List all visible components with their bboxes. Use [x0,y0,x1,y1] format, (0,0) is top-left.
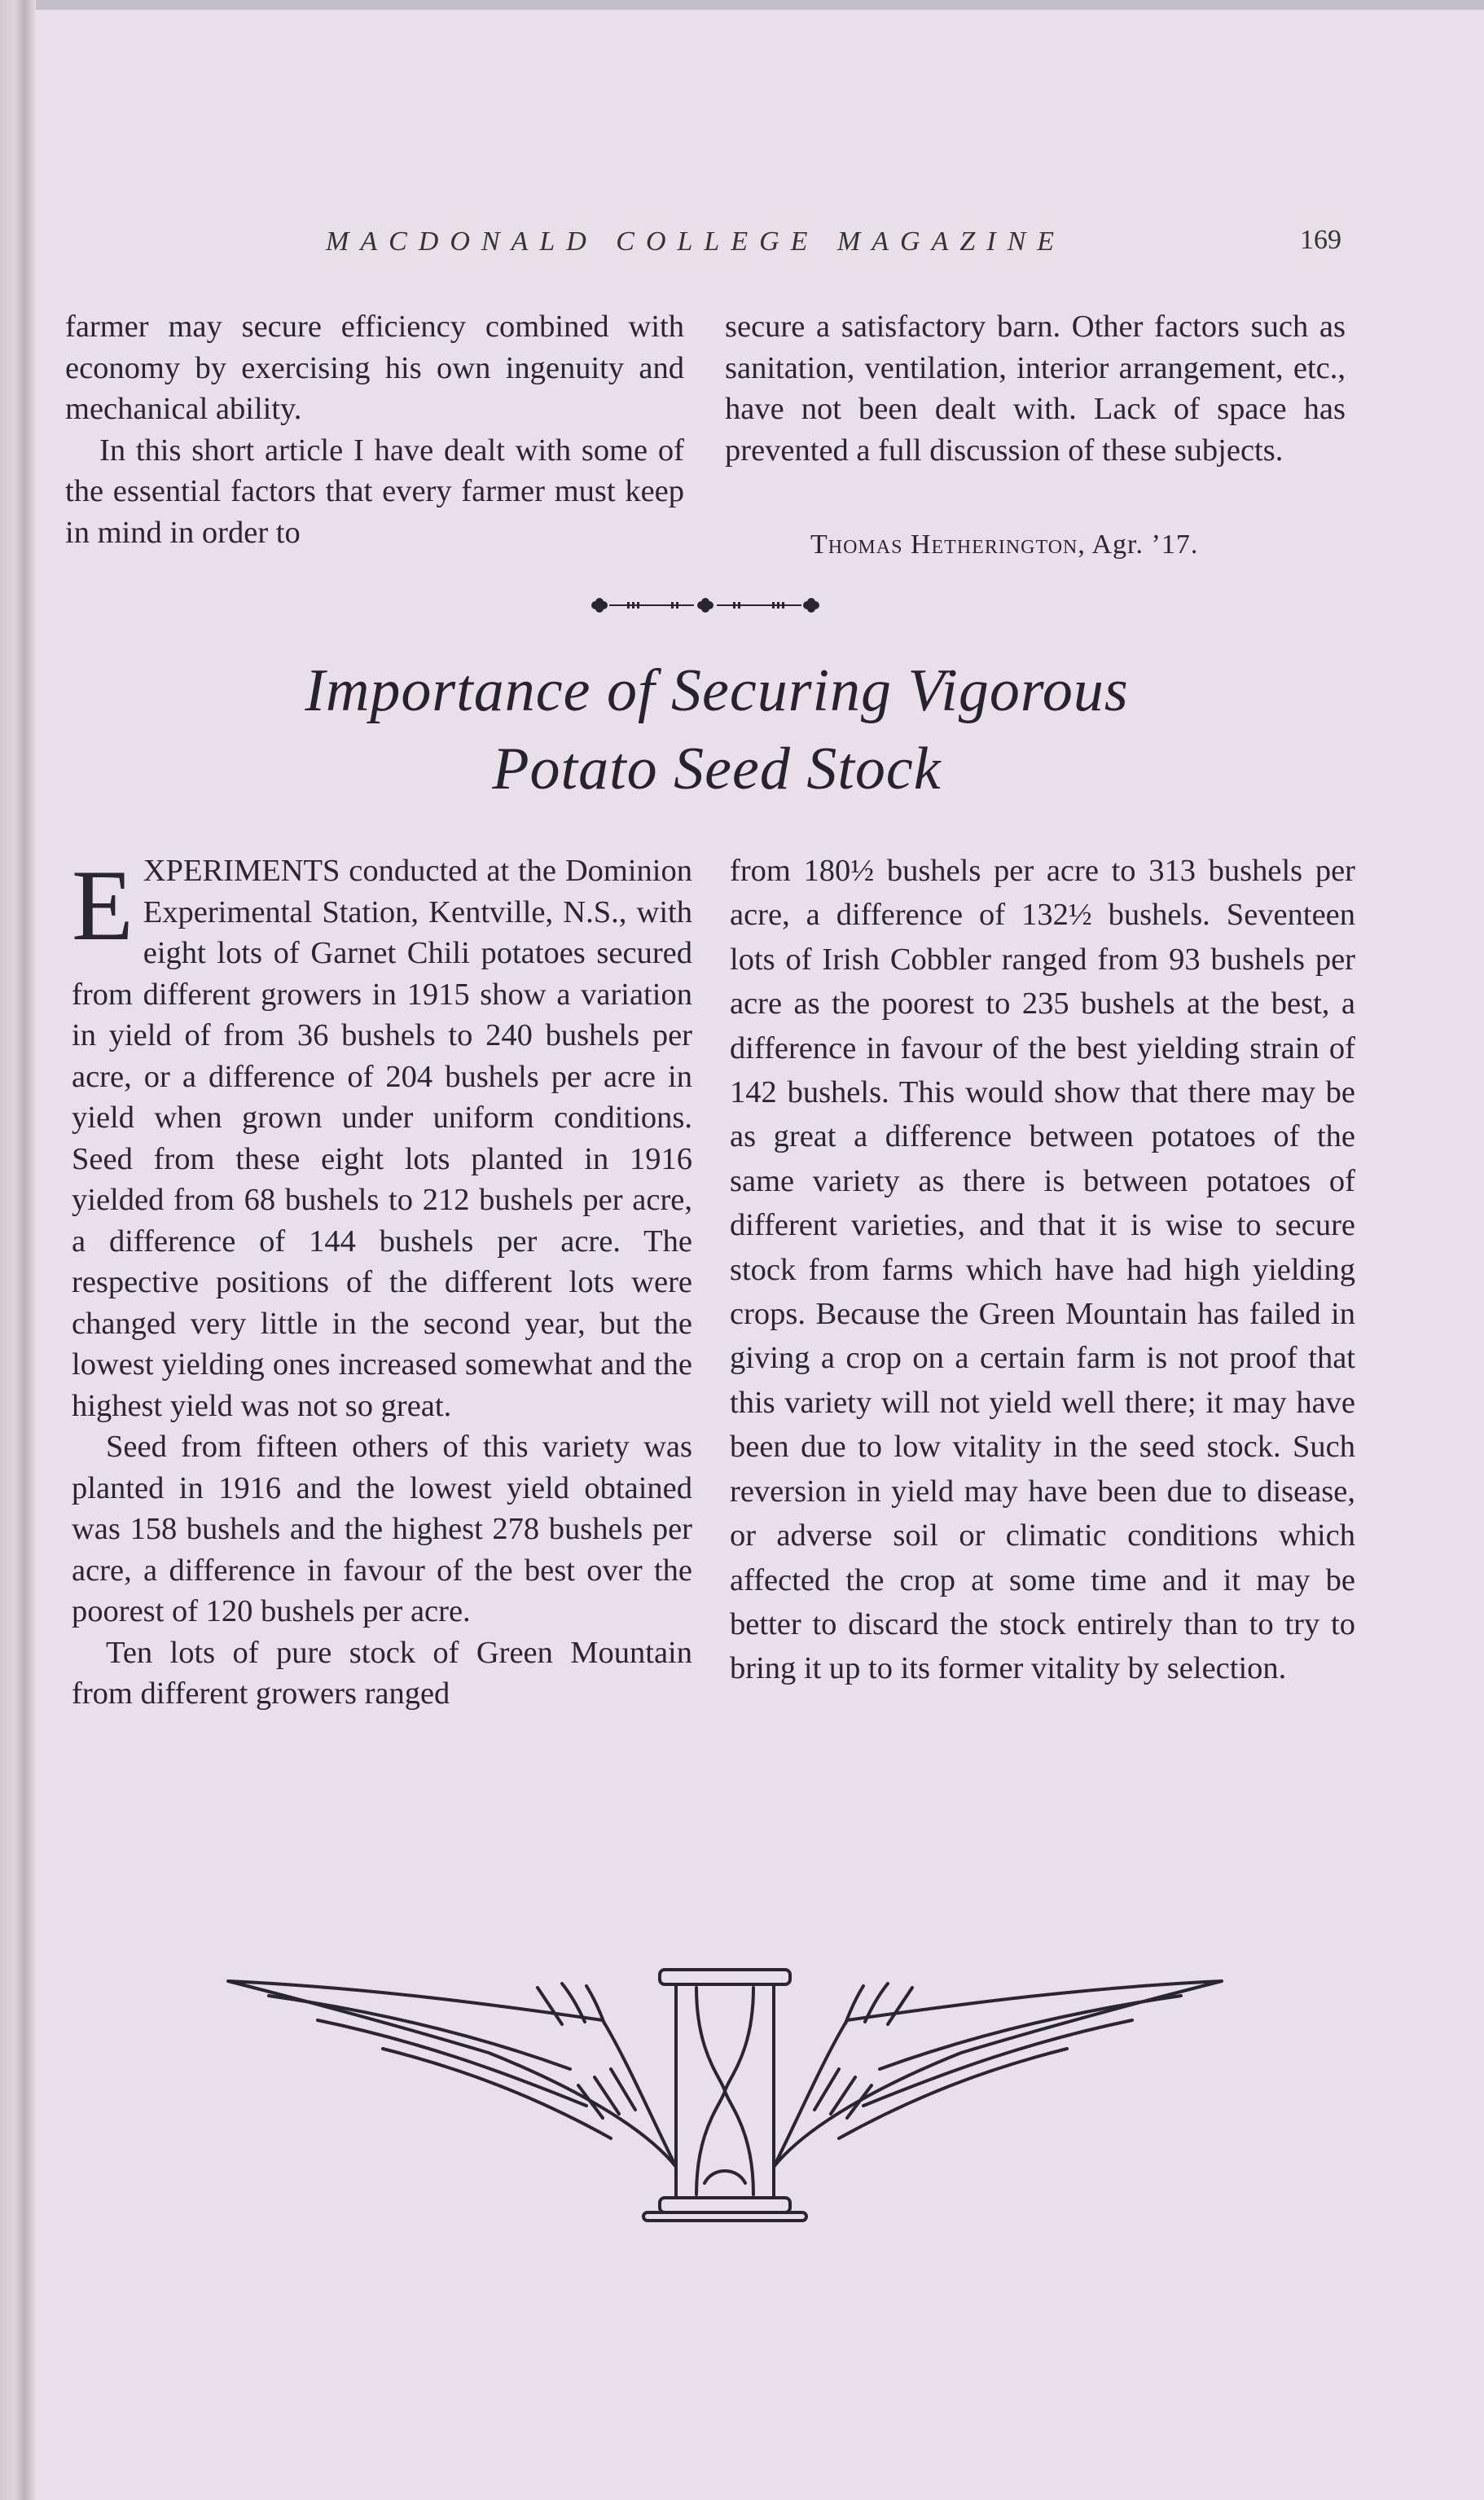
winged-hourglass-emblem [220,1963,1230,2224]
author-name: Thomas Hetherington, [810,529,1086,560]
page-binding-edge [0,0,36,2500]
page-top-edge [0,0,1484,10]
previous-article-paragraph: farmer may secure efficiency combined with economy by exercising his own ingenuity and mechanical ability. [65,310,684,426]
article-paragraph-text: XPERIMENTS conducted at the Dominion Experimental Station, Kentville, N.S., with eight lots of Garnet Chili potatoes secured from different growers in 1915 show a variation in yield of from 36 bushels to 240 bushels per acre, or a difference of 204 bushels per acre in yield when grown under uniform conditions. Seed from these eight lots planted in 1916 yielded from 68 bushels to 212 bushels per acre, a difference of 144 bushels per acre. The respective positions of the different lots were changed very little in the second year, but the lowest yielding ones increased somewhat and the highest yield was not so great. [72,854,692,1423]
article-right-column [730,849,1355,1691]
article-title-line: Importance of Securing Vigorous [305,657,1129,724]
running-header: MACDONALD COLLEGE MAGAZINE [326,226,1066,257]
author-class-year: Agr. ’17. [1091,529,1199,560]
article-paragraph: Seed from fifteen others of this variety was planted in 1916 and the lowest yield obtained was 158 bushels and the highest 278 bushels per acre, a difference in favour of the best over the poorest of 120 bushels per acre. [72,1430,692,1628]
page-number: 169 [1300,225,1341,255]
previous-article-right-column [725,306,1346,471]
article-paragraph: Ten lots of pure stock of Green Mountain from different growers ranged [72,1635,692,1711]
article-left-column [72,850,692,1715]
previous-article-paragraph: secure a satisfactory barn. Other factors such as sanitation, ventilation, interior arrangement, etc., have not been dealt with. Lack of space has prevented a full discussion of these subjects. [725,310,1346,468]
article-title-line: Potato Seed Stock [492,736,942,802]
article-paragraph: from 180½ bushels per acre to 313 bushels per acre, a difference of 132½ bushels. Seventeen lots of Irish Cobbler ranged from 93 bushels per acre as the poorest to 235 bushels at the best, a difference in favour of the best yielding strain of 142 bushels. This would show that there may be as great a difference between potatoes of the same variety as there is between potatoes of different varieties, and that it is wise to secure stock from farms which have had high yielding crops. Because the Green Mountain has failed in giving a crop on a certain farm is not proof that this variety will not yield well there; it may have been due to low vitality in the seed stock. Such reversion in yield may have been due to disease, or adverse soil or climatic conditions which affected the crop at some time and it may be better to discard the stock entirely than to try to bring it up to its former vitality by selection. [730,854,1355,1686]
ornamental-divider [591,593,819,617]
drop-cap: E [72,850,134,961]
article-title [147,652,1287,808]
author-signature [810,529,1198,560]
previous-article-left-column [65,306,684,553]
previous-article-paragraph: In this short article I have dealt with some of the essential factors that every farmer must keep in mind in order to [65,433,684,550]
article-paragraph [72,850,692,1426]
